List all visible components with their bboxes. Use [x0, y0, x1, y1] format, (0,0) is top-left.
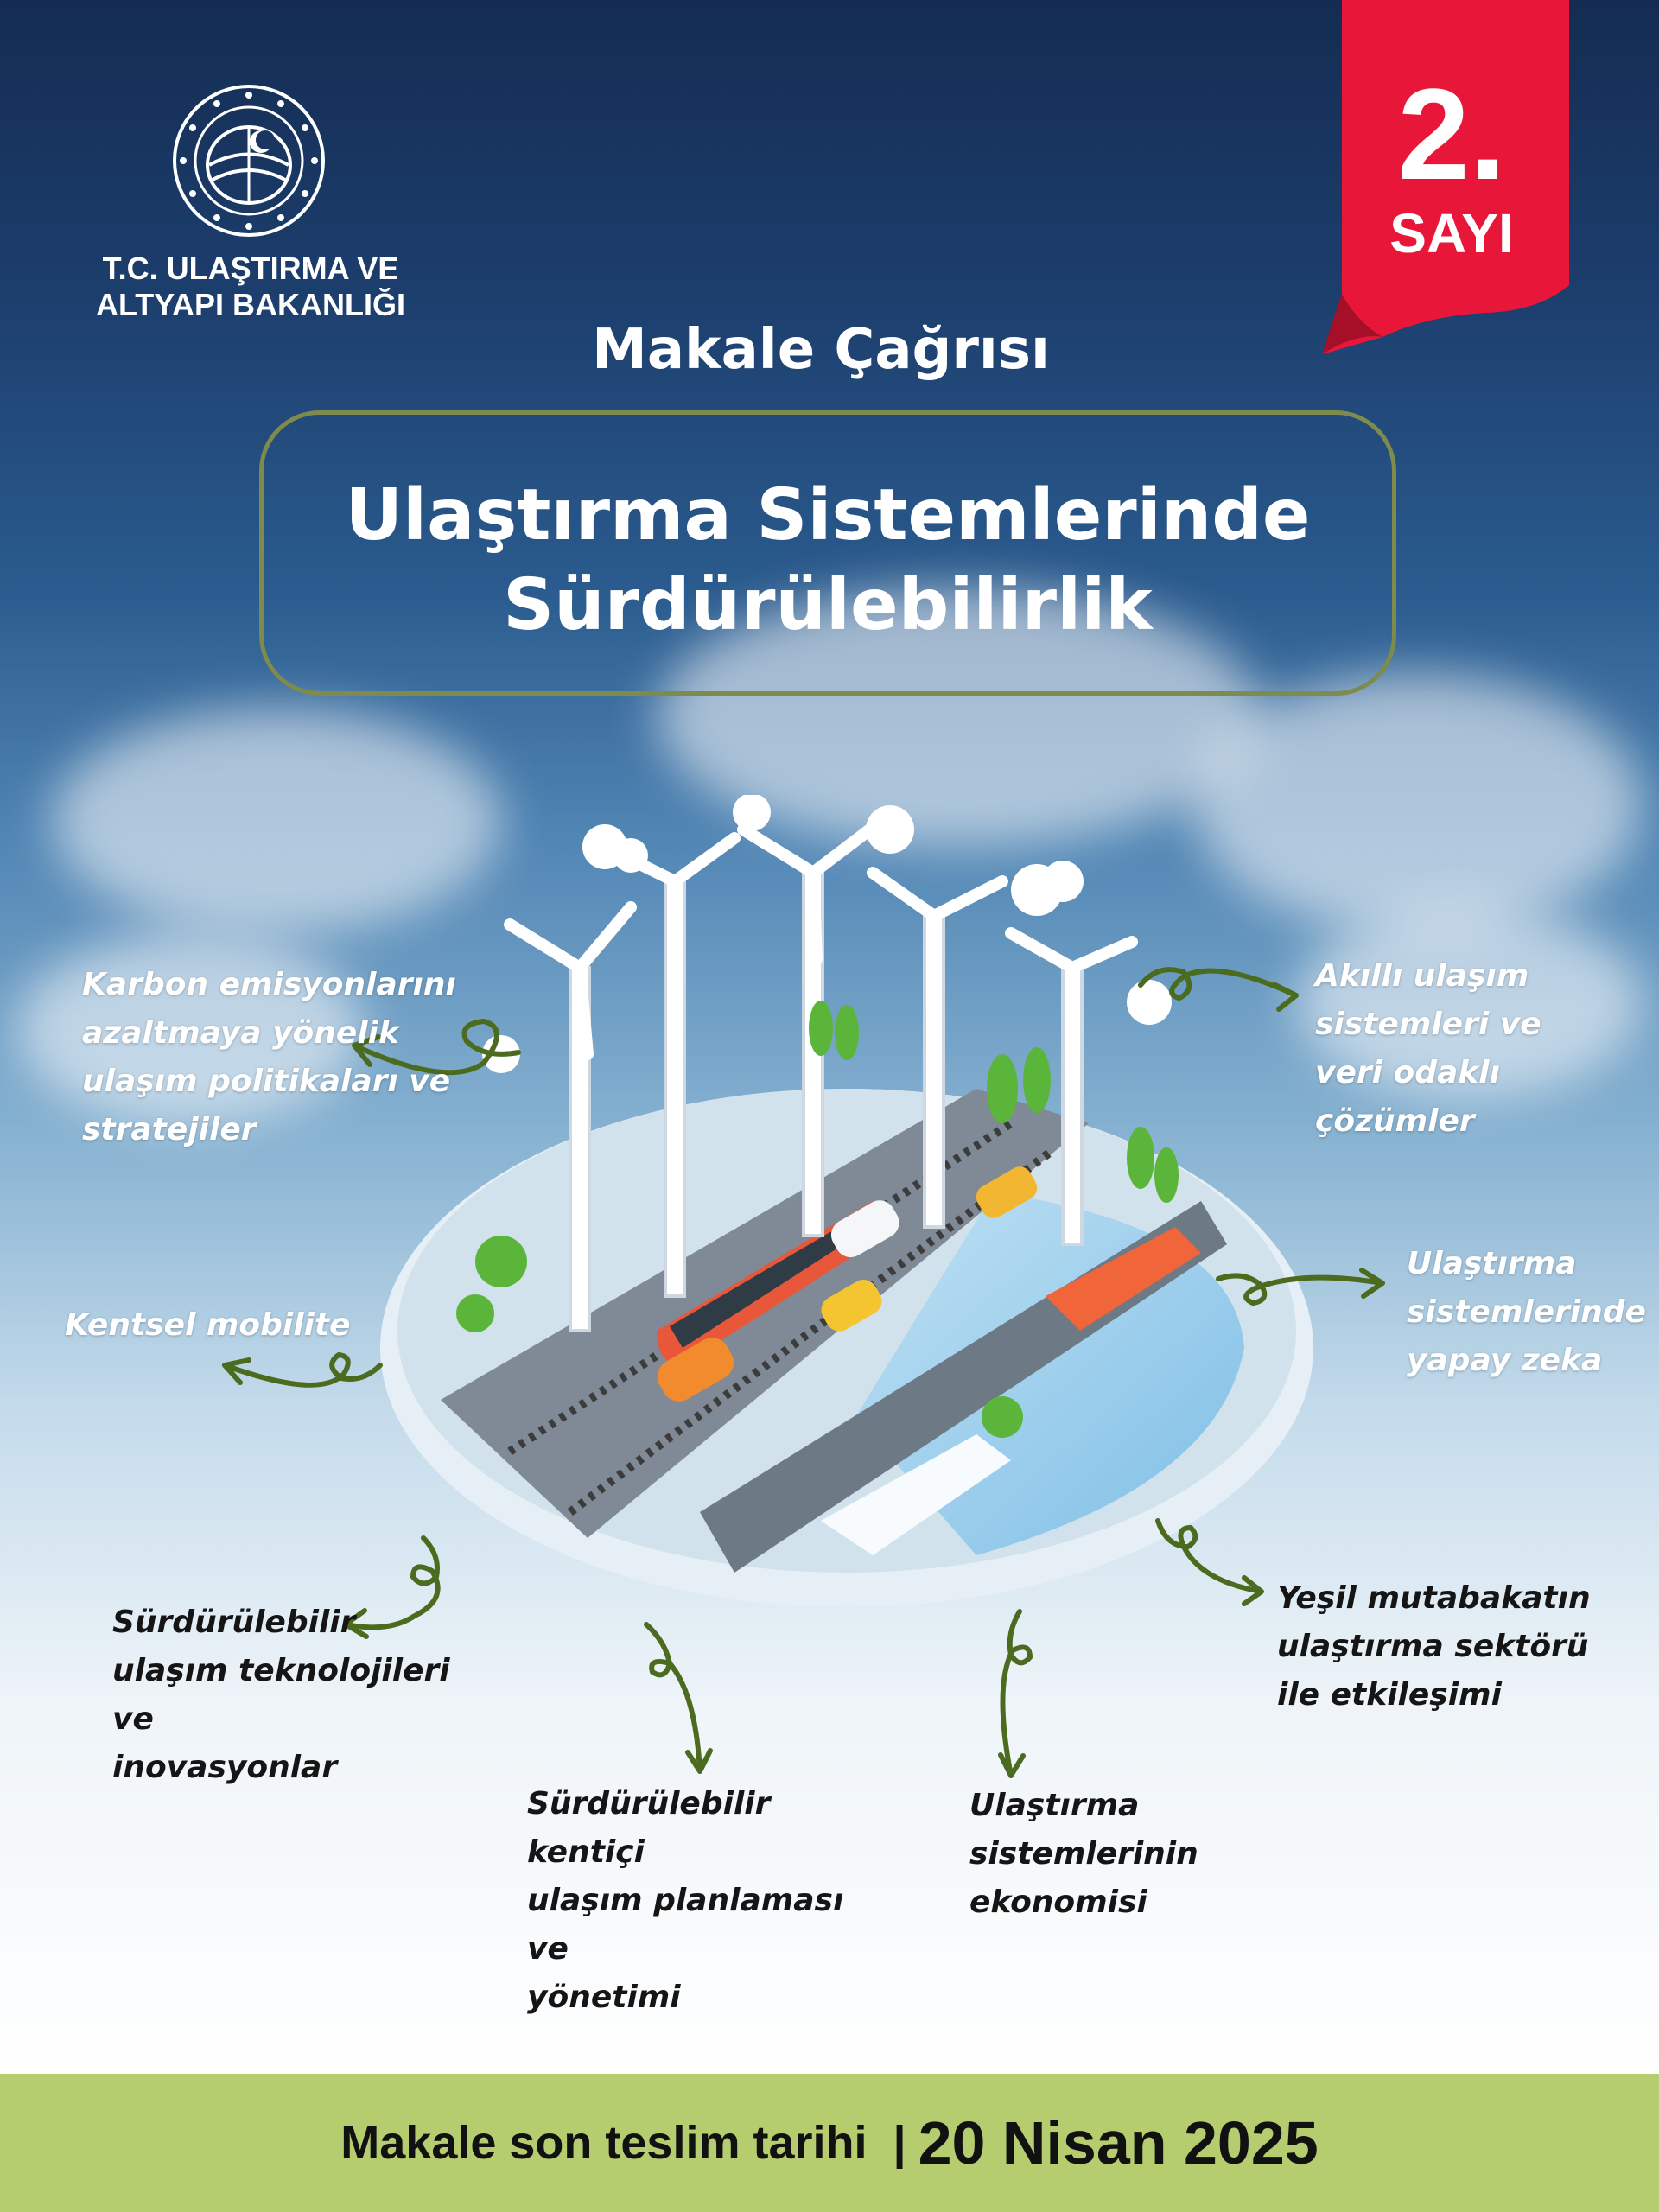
topic-line: Karbon emisyonlarını	[82, 967, 456, 1002]
topic-line: azaltmaya yönelik	[82, 1015, 399, 1051]
curly-arrow-icon	[1158, 1521, 1262, 1604]
topic-line: ulaşım teknolojileri ve	[112, 1653, 450, 1737]
curly-arrow-icon	[1141, 969, 1296, 1009]
curly-arrow-icon	[1001, 1611, 1030, 1776]
topic-line: inovasyonlar	[112, 1750, 338, 1785]
topic-line: Sürdürülebilir kentiçi	[527, 1786, 771, 1870]
deadline-date: 20 Nisan 2025	[918, 2109, 1319, 2177]
topic-line: ekonomisi	[969, 1885, 1147, 1920]
topic-urban	[65, 1301, 376, 1350]
topic-line: sistemlerinde	[1407, 1294, 1646, 1330]
topic-line: sistemlerinin	[969, 1836, 1198, 1872]
deadline-separator: |	[893, 2117, 906, 2169]
curly-arrow-icon	[1218, 1270, 1382, 1303]
topic-green	[1277, 1574, 1623, 1719]
topic-line: Kentsel mobilite	[65, 1307, 351, 1343]
topic-line: Ulaştırma	[969, 1788, 1140, 1823]
call-kicker: Makale Çağrısı	[592, 318, 1050, 382]
topic-line: sistemleri ve	[1315, 1007, 1541, 1042]
ministry-line2: ALTYAPI BAKANLIĞI	[95, 287, 405, 322]
topic-line: ulaşım planlaması ve	[527, 1883, 844, 1967]
topic-planning	[527, 1780, 890, 2022]
title-line2: Sürdürülebilirlik	[503, 564, 1153, 646]
ministry-line1: T.C. ULAŞTIRMA VE	[102, 251, 399, 286]
topic-line: Ulaştırma	[1407, 1246, 1577, 1281]
topic-smart	[1315, 952, 1652, 1146]
topic-carbon	[82, 961, 462, 1154]
title-line1: Ulaştırma Sistemlerinde	[345, 474, 1311, 556]
topic-line: Akıllı ulaşım	[1315, 958, 1529, 994]
topic-line: ulaştırma sektörü	[1277, 1629, 1589, 1664]
topic-line: yapay zeka	[1407, 1343, 1603, 1378]
topic-line: Sürdürülebilir	[112, 1605, 356, 1640]
curly-arrow-icon	[225, 1355, 380, 1385]
topic-line: stratejiler	[82, 1112, 257, 1147]
topic-economy	[969, 1782, 1246, 1927]
deadline	[0, 2108, 1659, 2177]
topic-line: ile etkileşimi	[1277, 1677, 1502, 1713]
topic-line: yönetimi	[527, 1980, 681, 2015]
topic-line: veri odaklı çözümler	[1315, 1055, 1500, 1139]
issue-number: 2.	[1397, 61, 1506, 207]
issue-label: SAYI	[1389, 202, 1514, 264]
topic-line: ulaşım politikaları ve	[82, 1064, 451, 1099]
topic-tech	[112, 1599, 501, 1792]
curly-arrow-icon	[646, 1624, 710, 1771]
deadline-label: Makale son teslim tarihi	[340, 2117, 868, 2169]
topic-line: Yeşil mutabakatın	[1277, 1580, 1591, 1616]
topic-ai	[1407, 1240, 1649, 1385]
